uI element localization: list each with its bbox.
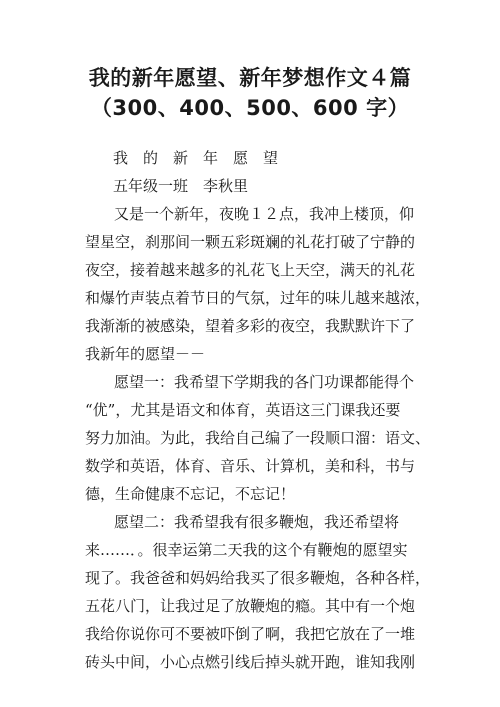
paragraph-line: “优”，尤其是语文和体育，英语这三门课我还要 [85, 401, 401, 419]
paragraph-line: 努力加油。为此，我给自己编了一段顺口溜：语文、 [85, 429, 431, 447]
paragraph-line: 又是一个新年，夜晚１２点，我冲上楼顶，仰 [114, 205, 415, 223]
paragraph-line: 夜空，接着越来越多的礼花飞上天空，满天的礼花 [85, 261, 416, 279]
paragraph-line: 砖头中间，小心点燃引线后掉头就开跑，谁知我刚 [85, 653, 416, 671]
paragraph-line: 来……．。很幸运第二天我的这个有鞭炮的愿望实 [85, 541, 408, 559]
paragraph-line: 望星空，刹那间一颗五彩斑斓的礼花打破了宁静的 [85, 233, 416, 251]
paragraph-line: 德，生命健康不忘记，不忘记！ [85, 485, 296, 503]
paragraph-line: 我渐渐的被感染，望着多彩的夜空，我默默许下了 [85, 317, 416, 335]
paragraph-line: 我给你说你可不要被吓倒了啊，我把它放在了一堆 [85, 625, 416, 643]
paragraph-line: 现了。我爸爸和妈妈给我买了很多鞭炮，各种各样， [85, 569, 431, 587]
essay-heading: 我 的 新 年 愿 望 [113, 149, 279, 167]
paragraph-line: 愿望二：我希望我有很多鞭炮，我还希望将 [114, 513, 400, 531]
document-subtitle: （300、400、500、600 字） [90, 96, 410, 120]
paragraph-line: 和爆竹声装点着节日的气氛，过年的味儿越来越浓， [85, 289, 431, 307]
paragraph-line: 愿望一：我希望下学期我的各门功课都能得个 [114, 373, 415, 391]
paragraph-line: 我新年的愿望－－ [85, 345, 206, 363]
author-line: 五年级一班 李秋里 [113, 177, 249, 195]
paragraph-line: 五花八门，让我过足了放鞭炮的瘾。其中有一个炮 [85, 597, 416, 615]
paragraph-line: 数学和英语，体育、音乐、计算机，美和科，书与 [85, 457, 416, 475]
document-title: 我的新年愿望、新年梦想作文４篇 [88, 66, 412, 90]
